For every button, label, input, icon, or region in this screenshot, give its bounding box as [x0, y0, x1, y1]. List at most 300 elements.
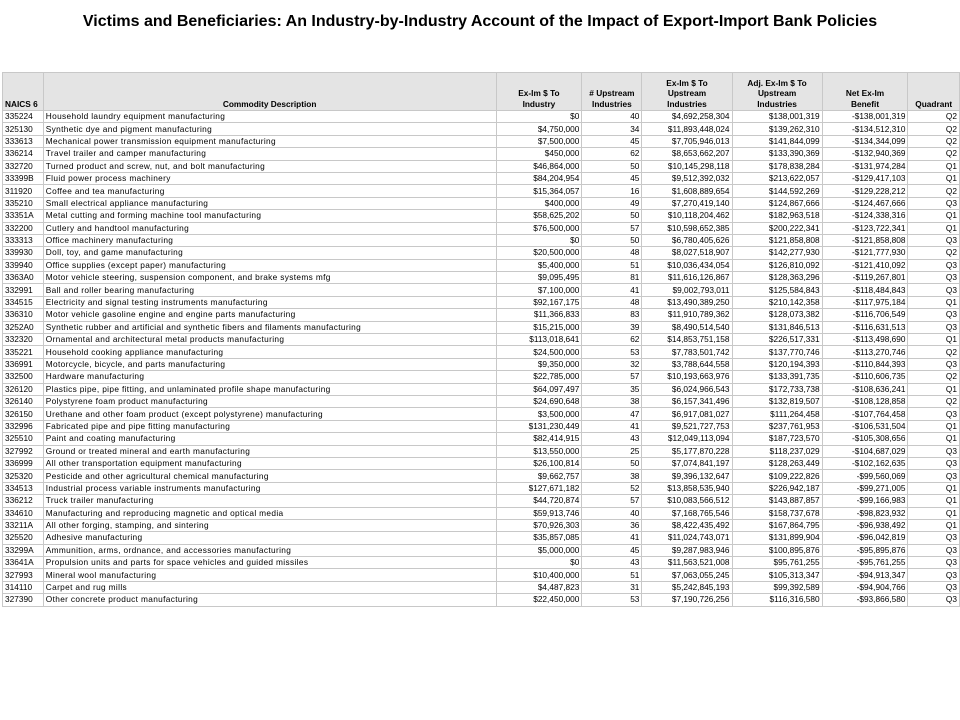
cell-upstream-count: 34 — [582, 123, 642, 135]
header-adj-line3: Industries — [757, 98, 797, 109]
cell-adj-upstream: $167,864,795 — [732, 519, 822, 531]
cell-adj-upstream: $178,838,284 — [732, 160, 822, 172]
cell-exim-to-industry: $59,913,746 — [496, 507, 582, 519]
header-upstream-count-line2: Industries — [592, 98, 632, 109]
cell-adj-upstream: $187,723,570 — [732, 433, 822, 445]
cell-exim-to-industry: $131,230,449 — [496, 420, 582, 432]
cell-adj-upstream: $139,262,310 — [732, 123, 822, 135]
cell-net-benefit: -$129,228,212 — [822, 185, 908, 197]
cell-upstream-dollars: $9,002,793,011 — [642, 284, 732, 296]
table-row — [3, 346, 960, 358]
cell-net-benefit: -$119,267,801 — [822, 272, 908, 284]
header-row — [3, 73, 960, 111]
table-row — [3, 594, 960, 606]
cell-upstream-count: 40 — [582, 507, 642, 519]
cell-description: Doll, toy, and game manufacturing — [43, 247, 496, 259]
cell-quadrant: Q2 — [908, 123, 960, 135]
cell-net-benefit: -$121,858,808 — [822, 234, 908, 246]
cell-upstream-dollars: $7,190,726,256 — [642, 594, 732, 606]
cell-description: Truck trailer manufacturing — [43, 495, 496, 507]
header-exim-line1: Ex-Im $ To — [518, 88, 560, 98]
cell-description: Electricity and signal testing instruments manufacturing — [43, 296, 496, 308]
cell-quadrant: Q3 — [908, 532, 960, 544]
cell-adj-upstream: $142,277,930 — [732, 247, 822, 259]
cell-exim-to-industry: $22,450,000 — [496, 594, 582, 606]
cell-naics: 339930 — [3, 247, 44, 259]
cell-adj-upstream: $172,733,738 — [732, 383, 822, 395]
cell-upstream-count: 49 — [582, 197, 642, 209]
cell-upstream-dollars: $8,027,518,907 — [642, 247, 732, 259]
table-row — [3, 284, 960, 296]
cell-net-benefit: -$102,162,635 — [822, 457, 908, 469]
cell-adj-upstream: $133,391,735 — [732, 371, 822, 383]
cell-upstream-dollars: $10,598,652,385 — [642, 222, 732, 234]
header-net-benefit — [822, 73, 908, 111]
cell-upstream-count: 62 — [582, 334, 642, 346]
cell-net-benefit: -$104,687,029 — [822, 445, 908, 457]
cell-quadrant: Q3 — [908, 197, 960, 209]
table-row — [3, 569, 960, 581]
cell-exim-to-industry: $13,550,000 — [496, 445, 582, 457]
table-row — [3, 482, 960, 494]
cell-description: Urethane and other foam product (except polystyrene) manufacturing — [43, 408, 496, 420]
cell-net-benefit: -$129,417,103 — [822, 172, 908, 184]
cell-upstream-dollars: $5,242,845,193 — [642, 581, 732, 593]
cell-adj-upstream: $124,867,666 — [732, 197, 822, 209]
cell-upstream-dollars: $11,910,789,362 — [642, 309, 732, 321]
cell-upstream-count: 45 — [582, 135, 642, 147]
cell-exim-to-industry: $4,487,823 — [496, 581, 582, 593]
cell-description: Coffee and tea manufacturing — [43, 185, 496, 197]
cell-quadrant: Q2 — [908, 135, 960, 147]
cell-description: Paint and coating manufacturing — [43, 433, 496, 445]
cell-description: Fabricated pipe and pipe fitting manufacturing — [43, 420, 496, 432]
cell-description: Ball and roller bearing manufacturing — [43, 284, 496, 296]
cell-naics: 3363A0 — [3, 272, 44, 284]
cell-naics: 336991 — [3, 358, 44, 370]
cell-adj-upstream: $125,584,843 — [732, 284, 822, 296]
cell-exim-to-industry: $400,000 — [496, 197, 582, 209]
table-row — [3, 234, 960, 246]
cell-quadrant: Q3 — [908, 569, 960, 581]
industry-table — [2, 72, 960, 607]
cell-upstream-count: 41 — [582, 420, 642, 432]
cell-naics: 332500 — [3, 371, 44, 383]
cell-naics: 335210 — [3, 197, 44, 209]
cell-upstream-count: 48 — [582, 247, 642, 259]
cell-exim-to-industry: $84,204,954 — [496, 172, 582, 184]
cell-upstream-count: 51 — [582, 259, 642, 271]
cell-exim-to-industry: $24,690,648 — [496, 395, 582, 407]
cell-naics: 336999 — [3, 457, 44, 469]
cell-adj-upstream: $132,819,507 — [732, 395, 822, 407]
cell-upstream-count: 47 — [582, 408, 642, 420]
cell-upstream-dollars: $11,024,743,071 — [642, 532, 732, 544]
cell-upstream-count: 50 — [582, 234, 642, 246]
cell-adj-upstream: $128,363,296 — [732, 272, 822, 284]
cell-naics: 339940 — [3, 259, 44, 271]
cell-adj-upstream: $226,517,331 — [732, 334, 822, 346]
cell-naics: 3252A0 — [3, 321, 44, 333]
cell-upstream-dollars: $6,780,405,626 — [642, 234, 732, 246]
cell-upstream-count: 50 — [582, 160, 642, 172]
cell-net-benefit: -$99,271,005 — [822, 482, 908, 494]
cell-naics: 326140 — [3, 395, 44, 407]
cell-quadrant: Q2 — [908, 111, 960, 123]
cell-description: Cutlery and handtool manufacturing — [43, 222, 496, 234]
cell-upstream-count: 25 — [582, 445, 642, 457]
table-row — [3, 395, 960, 407]
cell-exim-to-industry: $9,350,000 — [496, 358, 582, 370]
cell-upstream-dollars: $12,049,113,094 — [642, 433, 732, 445]
header-description: Commodity Description — [43, 73, 496, 111]
cell-description: Polystyrene foam product manufacturing — [43, 395, 496, 407]
cell-naics: 335224 — [3, 111, 44, 123]
cell-quadrant: Q3 — [908, 408, 960, 420]
table-row — [3, 197, 960, 209]
table-row — [3, 185, 960, 197]
table-row — [3, 371, 960, 383]
cell-net-benefit: -$138,001,319 — [822, 111, 908, 123]
cell-adj-upstream: $200,222,341 — [732, 222, 822, 234]
cell-exim-to-industry: $450,000 — [496, 148, 582, 160]
cell-upstream-dollars: $9,287,983,946 — [642, 544, 732, 556]
cell-upstream-dollars: $7,063,055,245 — [642, 569, 732, 581]
cell-quadrant: Q1 — [908, 495, 960, 507]
cell-description: Adhesive manufacturing — [43, 532, 496, 544]
cell-upstream-count: 62 — [582, 148, 642, 160]
cell-upstream-dollars: $6,157,341,496 — [642, 395, 732, 407]
cell-description: Motor vehicle steering, suspension component, and brake systems mfg — [43, 272, 496, 284]
cell-upstream-count: 41 — [582, 532, 642, 544]
cell-upstream-dollars: $8,422,435,492 — [642, 519, 732, 531]
cell-adj-upstream: $128,263,449 — [732, 457, 822, 469]
table-row — [3, 408, 960, 420]
cell-upstream-dollars: $8,653,662,207 — [642, 148, 732, 160]
header-quadrant: Quadrant — [908, 73, 960, 111]
cell-adj-upstream: $95,761,255 — [732, 557, 822, 569]
cell-quadrant: Q1 — [908, 420, 960, 432]
cell-quadrant: Q2 — [908, 148, 960, 160]
cell-adj-upstream: $213,622,057 — [732, 172, 822, 184]
cell-adj-upstream: $99,392,589 — [732, 581, 822, 593]
cell-exim-to-industry: $10,400,000 — [496, 569, 582, 581]
cell-upstream-count: 39 — [582, 321, 642, 333]
cell-naics: 311920 — [3, 185, 44, 197]
cell-upstream-count: 52 — [582, 482, 642, 494]
cell-upstream-count: 45 — [582, 544, 642, 556]
cell-naics: 332996 — [3, 420, 44, 432]
cell-adj-upstream: $138,001,319 — [732, 111, 822, 123]
cell-quadrant: Q3 — [908, 457, 960, 469]
cell-net-benefit: -$96,938,492 — [822, 519, 908, 531]
cell-upstream-count: 48 — [582, 296, 642, 308]
cell-upstream-count: 16 — [582, 185, 642, 197]
cell-upstream-dollars: $7,705,946,013 — [642, 135, 732, 147]
table-header — [3, 73, 960, 111]
cell-upstream-count: 83 — [582, 309, 642, 321]
cell-description: All other transportation equipment manufacturing — [43, 457, 496, 469]
cell-upstream-count: 32 — [582, 358, 642, 370]
cell-net-benefit: -$117,975,184 — [822, 296, 908, 308]
table-row — [3, 557, 960, 569]
cell-adj-upstream: $158,737,678 — [732, 507, 822, 519]
cell-quadrant: Q3 — [908, 272, 960, 284]
cell-naics: 333613 — [3, 135, 44, 147]
cell-naics: 332320 — [3, 334, 44, 346]
cell-quadrant: Q3 — [908, 594, 960, 606]
cell-net-benefit: -$110,606,735 — [822, 371, 908, 383]
cell-adj-upstream: $116,316,580 — [732, 594, 822, 606]
cell-description: Industrial process variable instruments manufacturing — [43, 482, 496, 494]
cell-naics: 333313 — [3, 234, 44, 246]
cell-quadrant: Q2 — [908, 185, 960, 197]
header-net-line2: Benefit — [850, 98, 880, 109]
cell-upstream-dollars: $13,858,535,940 — [642, 482, 732, 494]
table-row — [3, 433, 960, 445]
cell-naics: 332991 — [3, 284, 44, 296]
cell-upstream-count: 40 — [582, 111, 642, 123]
table-row — [3, 544, 960, 556]
header-upstream-dollars-line1: Ex-Im $ To — [666, 77, 708, 88]
cell-net-benefit: -$113,498,690 — [822, 334, 908, 346]
cell-net-benefit: -$124,338,316 — [822, 210, 908, 222]
cell-upstream-count: 38 — [582, 470, 642, 482]
cell-description: All other forging, stamping, and sintering — [43, 519, 496, 531]
table-row — [3, 296, 960, 308]
cell-net-benefit: -$118,484,843 — [822, 284, 908, 296]
cell-exim-to-industry: $15,364,057 — [496, 185, 582, 197]
cell-exim-to-industry: $0 — [496, 234, 582, 246]
header-upstream-dollars — [642, 73, 732, 111]
table-row — [3, 532, 960, 544]
cell-exim-to-industry: $5,400,000 — [496, 259, 582, 271]
cell-net-benefit: -$113,270,746 — [822, 346, 908, 358]
cell-description: Pesticide and other agricultural chemical manufacturing — [43, 470, 496, 482]
cell-description: Ammunition, arms, ordnance, and accessories manufacturing — [43, 544, 496, 556]
cell-naics: 334515 — [3, 296, 44, 308]
table-row — [3, 247, 960, 259]
cell-quadrant: Q3 — [908, 259, 960, 271]
cell-adj-upstream: $237,761,953 — [732, 420, 822, 432]
cell-adj-upstream: $144,592,269 — [732, 185, 822, 197]
header-naics: NAICS 6 — [3, 73, 44, 111]
cell-net-benefit: -$134,512,310 — [822, 123, 908, 135]
cell-naics: 33211A — [3, 519, 44, 531]
cell-exim-to-industry: $0 — [496, 557, 582, 569]
cell-net-benefit: -$94,904,766 — [822, 581, 908, 593]
cell-adj-upstream: $182,963,518 — [732, 210, 822, 222]
cell-exim-to-industry: $4,750,000 — [496, 123, 582, 135]
cell-upstream-count: 31 — [582, 581, 642, 593]
cell-adj-upstream: $131,899,904 — [732, 532, 822, 544]
page-title: Victims and Beneficiaries: An Industry-by-Industry Account of the Impact of Export-Import Bank Policies — [82, 13, 878, 30]
header-upstream-count — [582, 73, 642, 111]
cell-description: Travel trailer and camper manufacturing — [43, 148, 496, 160]
cell-upstream-count: 38 — [582, 395, 642, 407]
cell-naics: 332720 — [3, 160, 44, 172]
cell-description: Carpet and rug mills — [43, 581, 496, 593]
cell-net-benefit: -$94,913,347 — [822, 569, 908, 581]
cell-exim-to-industry: $15,215,000 — [496, 321, 582, 333]
cell-description: Fluid power process machinery — [43, 172, 496, 184]
header-upstream-dollars-line3: Industries — [667, 98, 707, 109]
header-net-line1: Net Ex-Im — [845, 88, 885, 98]
cell-adj-upstream: $133,390,369 — [732, 148, 822, 160]
cell-quadrant: Q1 — [908, 433, 960, 445]
cell-adj-upstream: $111,264,458 — [732, 408, 822, 420]
table-row — [3, 321, 960, 333]
cell-exim-to-industry: $11,366,833 — [496, 309, 582, 321]
table-row — [3, 222, 960, 234]
cell-quadrant: Q2 — [908, 346, 960, 358]
cell-upstream-dollars: $3,788,644,558 — [642, 358, 732, 370]
cell-net-benefit: -$99,560,069 — [822, 470, 908, 482]
header-adj-line2: Upstream — [757, 88, 797, 98]
cell-adj-upstream: $141,844,099 — [732, 135, 822, 147]
cell-description: Metal cutting and forming machine tool manufacturing — [43, 210, 496, 222]
cell-quadrant: Q3 — [908, 544, 960, 556]
cell-description: Office machinery manufacturing — [43, 234, 496, 246]
cell-description: Hardware manufacturing — [43, 371, 496, 383]
cell-naics: 33351A — [3, 210, 44, 222]
cell-upstream-dollars: $10,036,434,054 — [642, 259, 732, 271]
cell-naics: 33399B — [3, 172, 44, 184]
cell-upstream-dollars: $10,083,566,512 — [642, 495, 732, 507]
cell-quadrant: Q3 — [908, 581, 960, 593]
cell-naics: 326150 — [3, 408, 44, 420]
cell-description: Manufacturing and reproducing magnetic and optical media — [43, 507, 496, 519]
cell-net-benefit: -$121,410,092 — [822, 259, 908, 271]
cell-naics: 33299A — [3, 544, 44, 556]
cell-naics: 325320 — [3, 470, 44, 482]
cell-net-benefit: -$131,974,284 — [822, 160, 908, 172]
cell-quadrant: Q1 — [908, 172, 960, 184]
cell-upstream-dollars: $9,512,392,032 — [642, 172, 732, 184]
cell-description: Small electrical appliance manufacturing — [43, 197, 496, 209]
cell-description: Household laundry equipment manufacturing — [43, 111, 496, 123]
header-exim-line2: Industry — [522, 98, 556, 109]
cell-naics: 327992 — [3, 445, 44, 457]
cell-quadrant: Q3 — [908, 358, 960, 370]
cell-upstream-dollars: $7,783,501,742 — [642, 346, 732, 358]
cell-upstream-dollars: $7,074,841,197 — [642, 457, 732, 469]
table-row — [3, 334, 960, 346]
cell-naics: 332200 — [3, 222, 44, 234]
table-row — [3, 383, 960, 395]
cell-net-benefit: -$134,344,099 — [822, 135, 908, 147]
cell-upstream-dollars: $7,168,765,546 — [642, 507, 732, 519]
cell-quadrant: Q3 — [908, 557, 960, 569]
cell-exim-to-industry: $9,095,495 — [496, 272, 582, 284]
cell-naics: 336310 — [3, 309, 44, 321]
table-body — [3, 111, 960, 607]
cell-adj-upstream: $210,142,358 — [732, 296, 822, 308]
table-row — [3, 358, 960, 370]
cell-quadrant: Q3 — [908, 470, 960, 482]
cell-exim-to-industry: $70,926,303 — [496, 519, 582, 531]
cell-upstream-dollars: $5,177,870,228 — [642, 445, 732, 457]
cell-quadrant: Q3 — [908, 309, 960, 321]
cell-net-benefit: -$110,844,393 — [822, 358, 908, 370]
cell-net-benefit: -$95,895,876 — [822, 544, 908, 556]
cell-net-benefit: -$132,940,369 — [822, 148, 908, 160]
cell-exim-to-industry: $3,500,000 — [496, 408, 582, 420]
cell-exim-to-industry: $46,864,000 — [496, 160, 582, 172]
table-row — [3, 420, 960, 432]
table-row — [3, 148, 960, 160]
cell-quadrant: Q2 — [908, 371, 960, 383]
cell-quadrant: Q1 — [908, 519, 960, 531]
cell-net-benefit: -$98,823,932 — [822, 507, 908, 519]
cell-upstream-dollars: $1,608,889,654 — [642, 185, 732, 197]
cell-exim-to-industry: $35,857,085 — [496, 532, 582, 544]
cell-exim-to-industry: $92,167,175 — [496, 296, 582, 308]
cell-quadrant: Q3 — [908, 445, 960, 457]
cell-net-benefit: -$95,761,255 — [822, 557, 908, 569]
cell-quadrant: Q1 — [908, 210, 960, 222]
cell-naics: 335221 — [3, 346, 44, 358]
cell-exim-to-industry: $7,100,000 — [496, 284, 582, 296]
cell-exim-to-industry: $26,100,814 — [496, 457, 582, 469]
cell-description: Other concrete product manufacturing — [43, 594, 496, 606]
table-row — [3, 123, 960, 135]
cell-upstream-dollars: $11,563,521,008 — [642, 557, 732, 569]
cell-upstream-dollars: $11,893,448,024 — [642, 123, 732, 135]
header-adj-line1: Adj. Ex-Im $ To — [747, 77, 807, 88]
cell-description: Synthetic dye and pigment manufacturing — [43, 123, 496, 135]
table-row — [3, 581, 960, 593]
cell-exim-to-industry: $24,500,000 — [496, 346, 582, 358]
cell-upstream-dollars: $4,692,258,304 — [642, 111, 732, 123]
cell-net-benefit: -$99,166,983 — [822, 495, 908, 507]
table-row — [3, 470, 960, 482]
table-row — [3, 445, 960, 457]
cell-adj-upstream: $126,810,092 — [732, 259, 822, 271]
cell-upstream-count: 35 — [582, 383, 642, 395]
cell-description: Mechanical power transmission equipment manufacturing — [43, 135, 496, 147]
cell-description: Synthetic rubber and artificial and synthetic fibers and filaments manufacturing — [43, 321, 496, 333]
table-row — [3, 507, 960, 519]
cell-description: Mineral wool manufacturing — [43, 569, 496, 581]
cell-exim-to-industry: $22,785,000 — [496, 371, 582, 383]
cell-quadrant: Q1 — [908, 507, 960, 519]
cell-upstream-count: 43 — [582, 557, 642, 569]
cell-description: Motorcycle, bicycle, and parts manufacturing — [43, 358, 496, 370]
cell-exim-to-industry: $20,500,000 — [496, 247, 582, 259]
cell-adj-upstream: $120,194,393 — [732, 358, 822, 370]
cell-net-benefit: -$105,308,656 — [822, 433, 908, 445]
cell-exim-to-industry: $127,671,182 — [496, 482, 582, 494]
table-row — [3, 272, 960, 284]
table-row — [3, 259, 960, 271]
cell-upstream-count: 50 — [582, 210, 642, 222]
cell-upstream-dollars: $8,490,514,540 — [642, 321, 732, 333]
cell-exim-to-industry: $58,625,202 — [496, 210, 582, 222]
cell-quadrant: Q1 — [908, 482, 960, 494]
cell-adj-upstream: $226,942,187 — [732, 482, 822, 494]
cell-net-benefit: -$108,636,241 — [822, 383, 908, 395]
cell-adj-upstream: $100,895,876 — [732, 544, 822, 556]
cell-naics: 336214 — [3, 148, 44, 160]
cell-upstream-count: 36 — [582, 519, 642, 531]
cell-quadrant: Q1 — [908, 222, 960, 234]
cell-description: Office supplies (except paper) manufacturing — [43, 259, 496, 271]
cell-upstream-count: 57 — [582, 495, 642, 507]
cell-exim-to-industry: $82,414,915 — [496, 433, 582, 445]
cell-naics: 334513 — [3, 482, 44, 494]
cell-upstream-dollars: $10,145,298,118 — [642, 160, 732, 172]
